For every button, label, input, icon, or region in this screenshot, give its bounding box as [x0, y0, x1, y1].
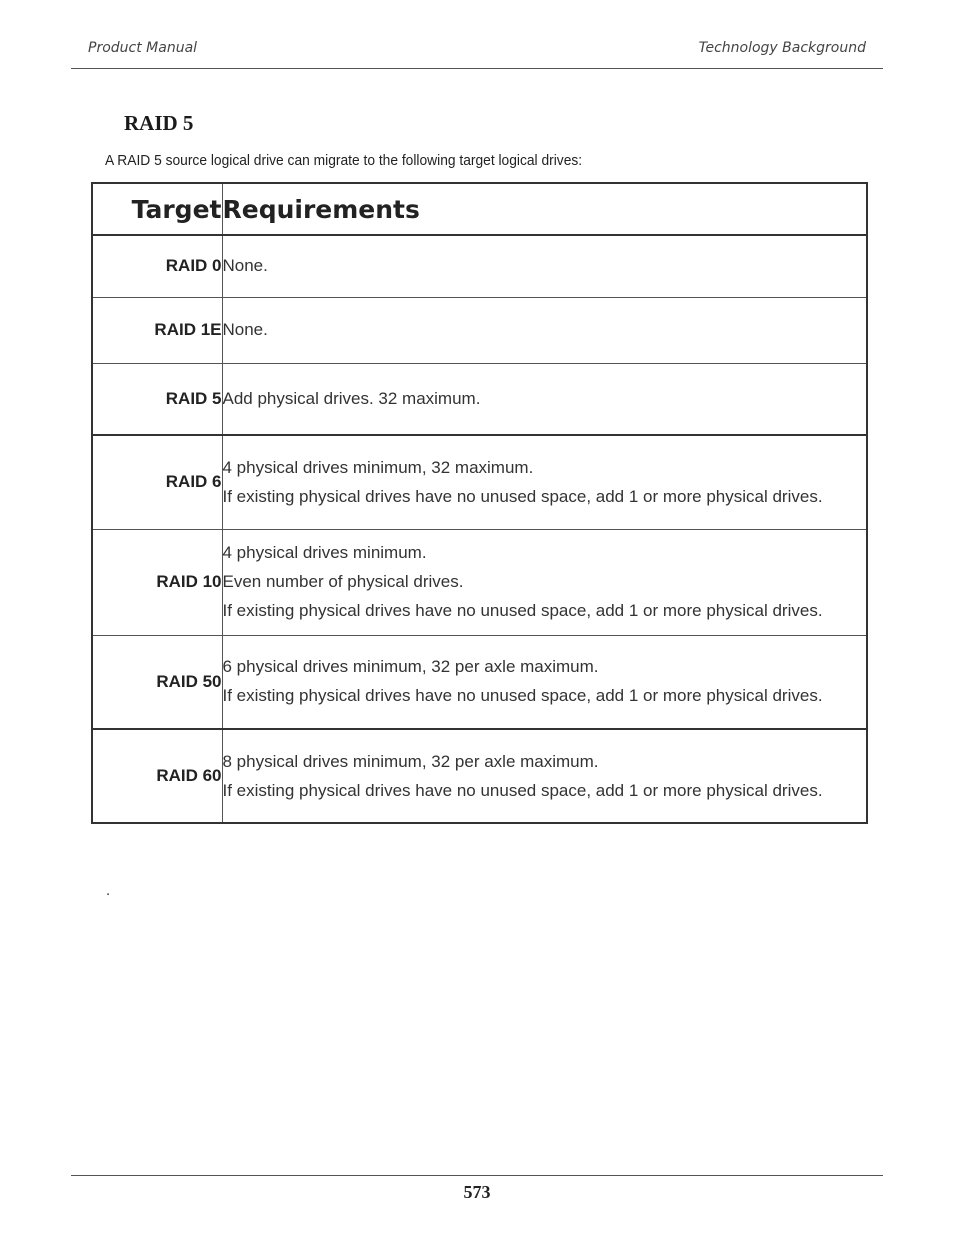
- intro-paragraph: A RAID 5 source logical drive can migrate to the following target logical drives:: [105, 152, 583, 169]
- table-row: [92, 529, 867, 635]
- requirement-line: 6 physical drives minimum, 32 per axle maximum.: [222, 657, 599, 677]
- requirement-line: If existing physical drives have no unused space, add 1 or more physical drives.: [222, 601, 823, 620]
- requirements-cell: [222, 729, 867, 823]
- target-cell: RAID 1E: [92, 297, 222, 363]
- requirement-line: None.: [222, 320, 268, 339]
- target-cell: RAID 50: [92, 635, 222, 729]
- table-row: [92, 635, 867, 729]
- column-header-target: Target: [92, 183, 222, 235]
- requirements-cell: [222, 635, 867, 729]
- footer-rule: [71, 1175, 883, 1176]
- requirement-line: If existing physical drives have no unused space, add 1 or more physical drives.: [222, 686, 823, 706]
- requirement-line: 4 physical drives minimum.: [222, 543, 427, 562]
- requirements-cell: [222, 363, 867, 435]
- table-row: [92, 729, 867, 823]
- requirement-line: Even number of physical drives.: [222, 572, 464, 591]
- requirements-cell: [222, 435, 867, 529]
- table-header-row: [92, 183, 867, 235]
- target-cell: RAID 5: [92, 363, 222, 435]
- table-row: [92, 235, 867, 297]
- target-cell: RAID 60: [92, 729, 222, 823]
- requirement-line: Add physical drives. 32 maximum.: [222, 388, 481, 408]
- header-rule: [71, 68, 883, 69]
- section-title: RAID 5: [124, 111, 194, 135]
- target-cell: RAID 6: [92, 435, 222, 529]
- table-row: [92, 297, 867, 363]
- running-header-left: Product Manual: [88, 40, 198, 56]
- target-cell: RAID 0: [92, 235, 222, 297]
- stray-period: .: [106, 882, 111, 899]
- running-header-right: Technology Background: [698, 40, 866, 56]
- requirement-line: None.: [222, 256, 268, 276]
- requirements-cell: [222, 235, 867, 297]
- requirement-line: If existing physical drives have no unused space, add 1 or more physical drives.: [222, 486, 823, 506]
- table-row: [92, 435, 867, 529]
- requirement-line: 8 physical drives minimum, 32 per axle maximum.: [222, 751, 599, 771]
- table-row: [92, 363, 867, 435]
- requirement-line: 4 physical drives minimum, 32 maximum.: [222, 457, 534, 477]
- migration-requirements-table: [91, 182, 868, 824]
- requirements-cell: [222, 529, 867, 635]
- page-number: 573: [463, 1182, 491, 1202]
- column-header-requirements: Requirements: [222, 183, 867, 235]
- requirements-cell: [222, 297, 867, 363]
- requirement-line: If existing physical drives have no unused space, add 1 or more physical drives.: [222, 780, 823, 800]
- target-cell: RAID 10: [92, 529, 222, 635]
